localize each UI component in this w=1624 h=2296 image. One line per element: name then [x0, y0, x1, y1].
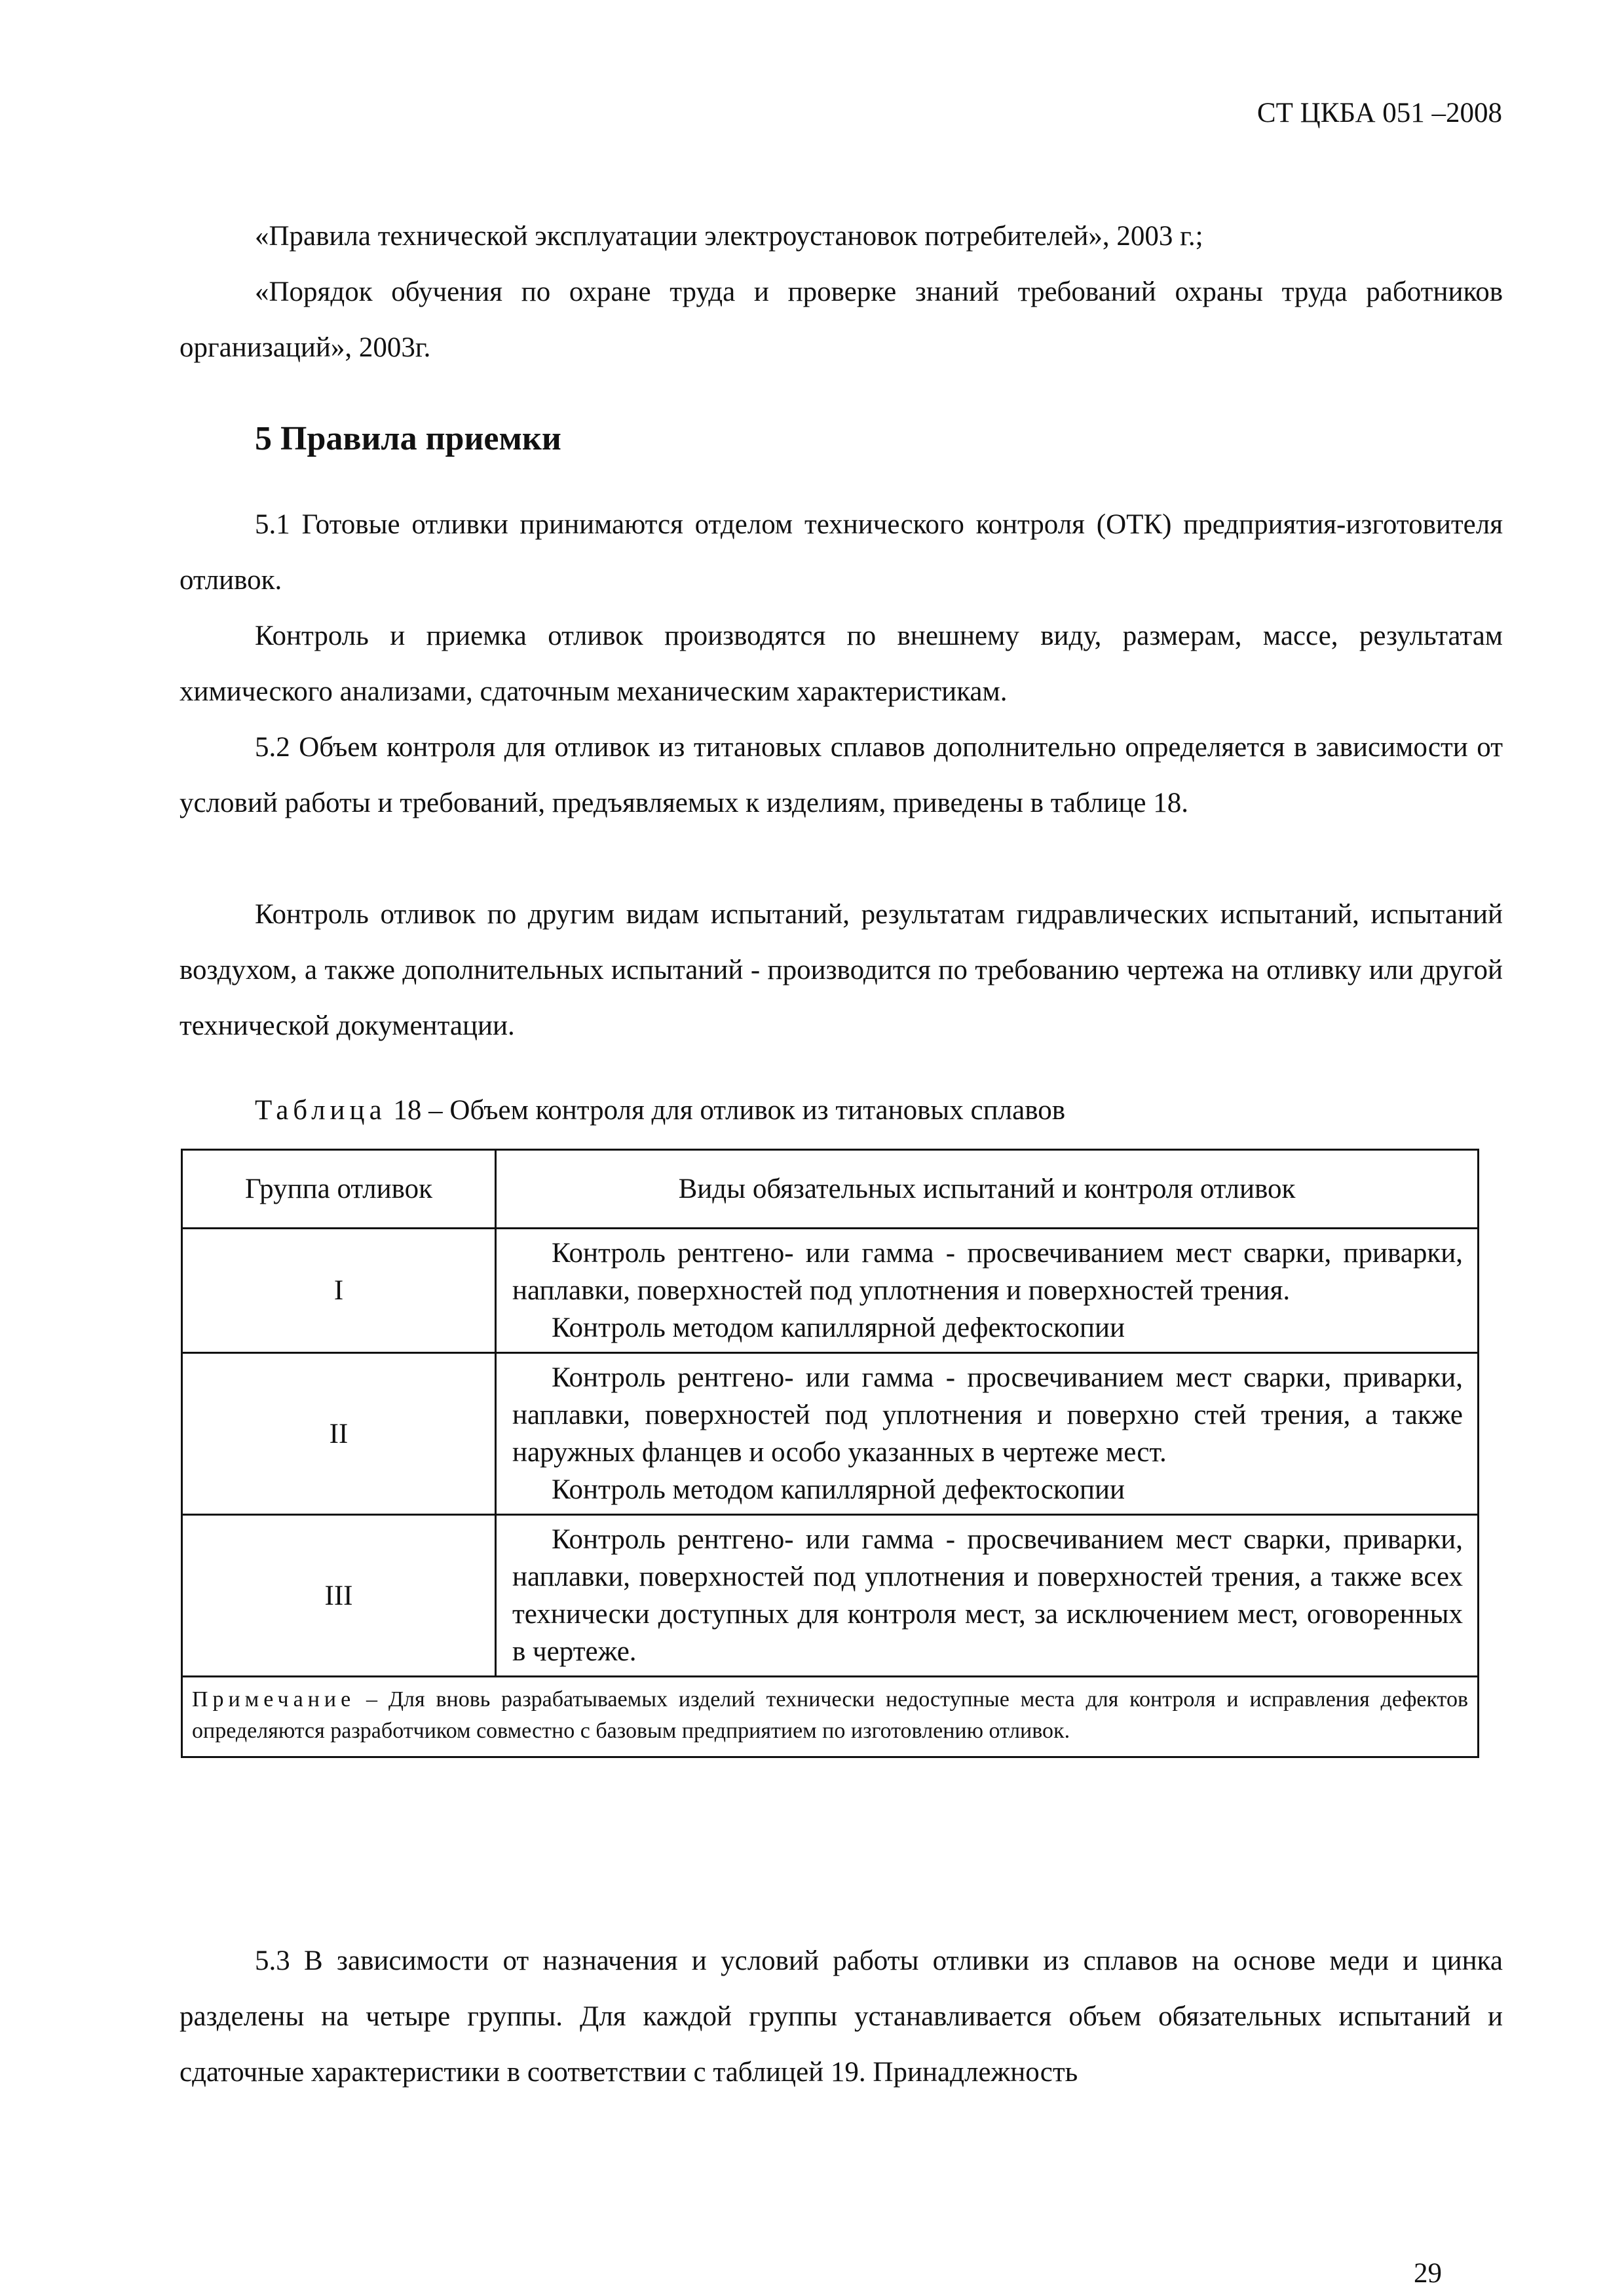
table-row: [182, 1515, 1479, 1677]
tests-cell: [496, 1353, 1479, 1515]
tests-line: Контроль методом капиллярной дефектоскопии: [552, 1474, 1125, 1505]
section-title: 5 Правила приемки: [255, 420, 561, 457]
table-row: [182, 1229, 1479, 1353]
paragraph: 5.1 Готовые отливки принимаются отделом технического контроля (ОТК) предприятия-изготовителя отливок.: [179, 509, 1503, 596]
header-group: Группа отливок: [182, 1150, 496, 1229]
note-text: – Для вновь разрабатываемых изделий технически недоступные места для контроля и исправления дефектов определяются разработчиком совместно с базовым предприятием по изготовлению отливок.: [192, 1687, 1468, 1743]
tests-line: Контроль методом капиллярной дефектоскопии: [552, 1312, 1125, 1343]
table-caption-label: Таблица: [255, 1095, 387, 1126]
paragraph: 5.3 В зависимости от назначения и условий работы отливки из сплавов на основе меди и цинка разделены на четыре группы. Для каждой группы устанавливается объем обязательных испытаний и сдаточные характеристики в соответствии с таблицей 19. Принадлежность: [179, 1945, 1503, 2088]
header-tests: Виды обязательных испытаний и контроля отливок: [496, 1150, 1479, 1229]
table-header-row: [182, 1150, 1479, 1229]
document-code: СТ ЦКБА 051 –2008: [1256, 98, 1502, 128]
table-note-row: [182, 1677, 1479, 1757]
group-cell: III: [182, 1515, 496, 1677]
paragraph: 5.2 Объем контроля для отливок из титановых сплавов дополнительно определяется в зависимости от условий работы и требований, предъявляемых к изделиям, приведены в таблице 18.: [179, 732, 1503, 818]
tests-line: Контроль рентгено- или гамма - просвечиванием мест сварки, приварки, наплавки, поверхностей под уплотнения и поверхностей трения, а также всех технически доступных для контроля мест, за исключением мест, оговоренных в чертеже.: [512, 1524, 1463, 1667]
tests-cell: [496, 1229, 1479, 1353]
page-number: 29: [1414, 2258, 1442, 2289]
table-note: [182, 1677, 1479, 1757]
note-label: Примечание: [192, 1687, 356, 1712]
reference-item: «Правила технической эксплуатации электроустановок потребителей», 2003 г.;: [255, 221, 1203, 252]
table-caption: [255, 1094, 1065, 1126]
group-cell: II: [182, 1353, 496, 1515]
inspection-scope-table: [181, 1149, 1479, 1758]
paragraph: Контроль отливок по другим видам испытаний, результатам гидравлических испытаний, испытаний воздухом, а также дополнительных испытаний - производится по требованию чертежа на отливку или другой технической документации.: [179, 899, 1503, 1041]
table-caption-text: 18 – Объем контроля для отливок из титановых сплавов: [386, 1095, 1066, 1126]
paragraph: Контроль и приемка отливок производятся по внешнему виду, размерам, массе, результатам химического анализами, сдаточным механическим характеристикам.: [179, 621, 1503, 707]
table-row: [182, 1353, 1479, 1515]
tests-line: Контроль рентгено- или гамма - просвечиванием мест сварки, приварки, наплавки, поверхностей под уплотнения и поверхностей трения.: [512, 1238, 1463, 1306]
reference-item: «Порядок обучения по охране труда и проверке знаний требований охраны труда работников организаций», 2003г.: [179, 277, 1503, 363]
group-cell: I: [182, 1229, 496, 1353]
tests-line: Контроль рентгено- или гамма - просвечиванием мест сварки, приварки, наплавки, поверхностей под уплотнения и поверхно стей трения, а также наружных фланцев и особо указанных в чертеже мест.: [512, 1362, 1463, 1468]
tests-cell: [496, 1515, 1479, 1677]
